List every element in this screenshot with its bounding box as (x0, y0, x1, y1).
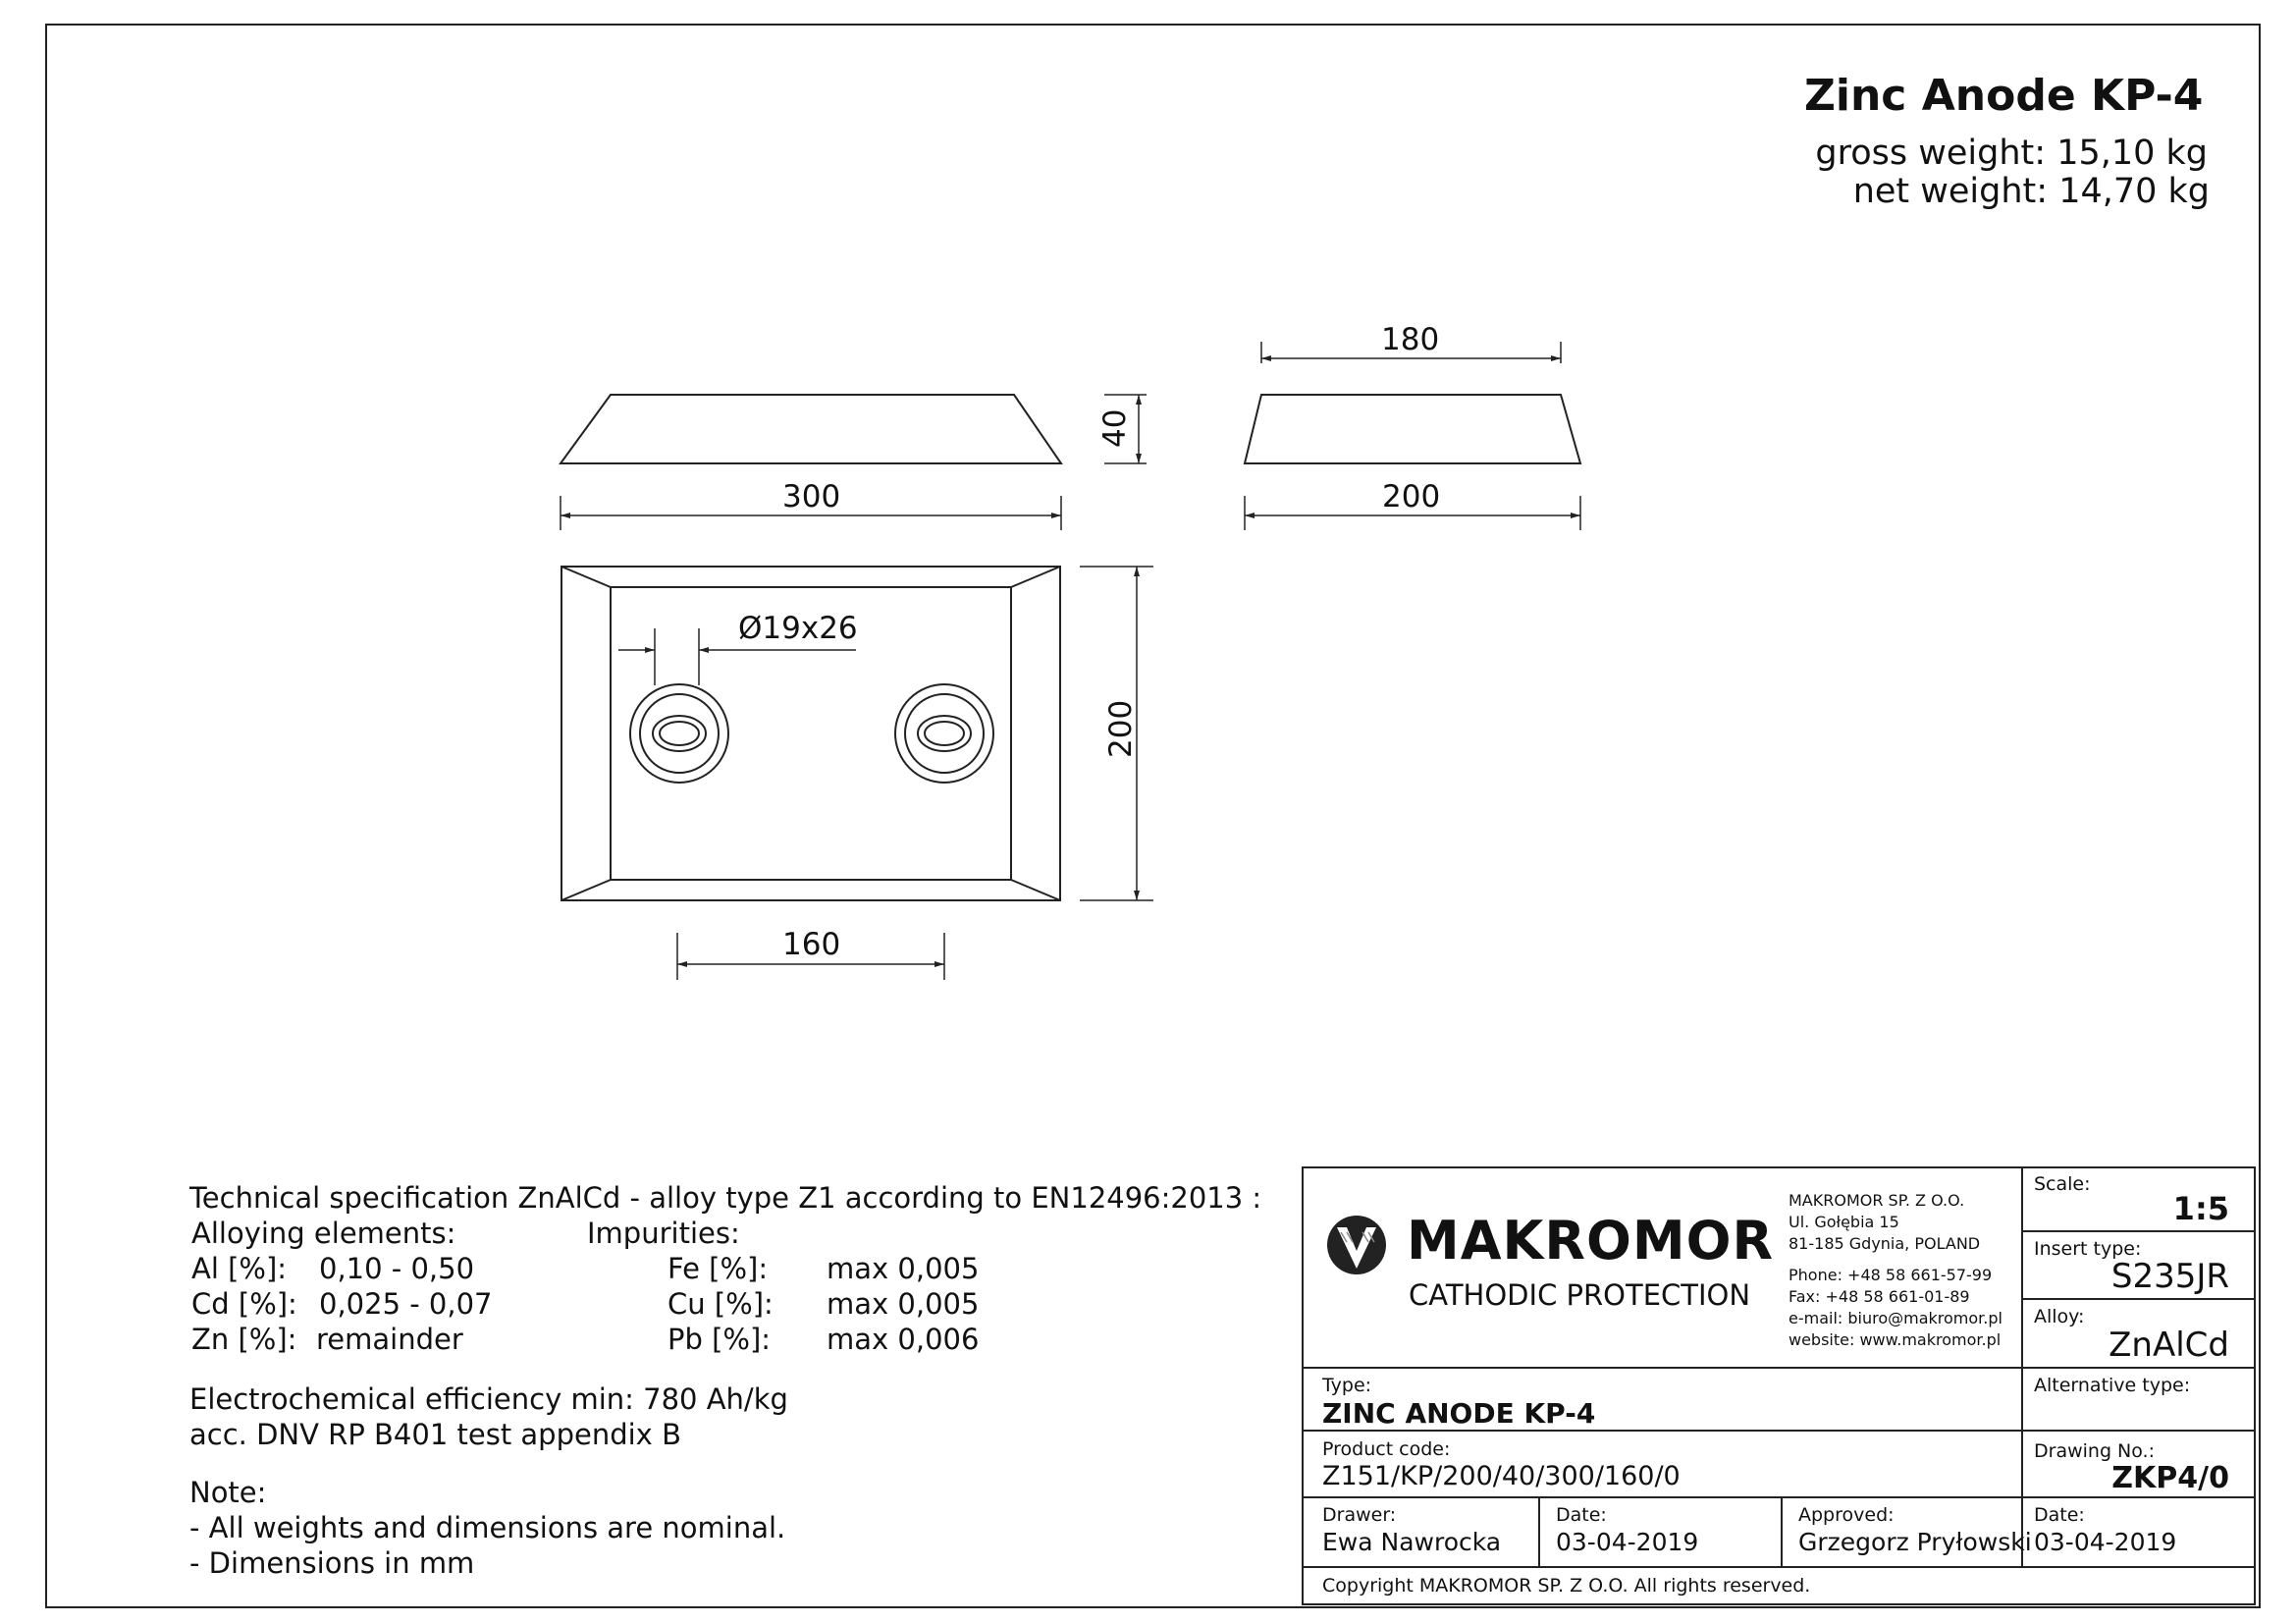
date2-value: 03-04-2019 (2034, 1528, 2177, 1556)
impurity-element-pb: Pb [%]: (667, 1323, 772, 1356)
impurity-value-fe: max 0,005 (827, 1252, 980, 1285)
company-address (1789, 1190, 2002, 1351)
product-code-value: Z151/KP/200/40/300/160/0 (1322, 1461, 1681, 1491)
address-line (1789, 1255, 2002, 1265)
efficiency-line-2: acc. DNV RP B401 test appendix B (189, 1418, 681, 1451)
dim-bottom-width: 200 (1382, 479, 1441, 514)
alloy-value-cd: 0,025 - 0,07 (319, 1287, 493, 1321)
dim-height: 40 (1097, 408, 1133, 448)
note-1: - All weights and dimensions are nominal. (189, 1511, 786, 1544)
product-code-label: Product code: (1322, 1438, 1451, 1460)
address-line: 81-185 Gdynia, POLAND (1789, 1234, 1981, 1253)
approved-value: Grzegorz Pryłowski (1798, 1528, 2032, 1556)
company-subtitle: CATHODIC PROTECTION (1409, 1278, 1751, 1312)
impurity-element-cu: Cu [%]: (667, 1287, 774, 1321)
drawer-label: Drawer: (1322, 1504, 1397, 1526)
company-name: MAKROMOR (1407, 1210, 1775, 1272)
insert-type-value: S235JR (2110, 1257, 2229, 1296)
efficiency-line-1: Electrochemical efficiency min: 780 Ah/kg (189, 1382, 788, 1416)
hole-right (895, 684, 993, 783)
approved-label: Approved: (1798, 1504, 1895, 1526)
end-view-outline (1245, 395, 1580, 463)
alloy-label: Alloy: (2034, 1306, 2085, 1327)
scale-value: 1:5 (2172, 1190, 2229, 1227)
dim-plan-height: 200 (1103, 699, 1139, 758)
impurity-value-pb: max 0,006 (827, 1323, 980, 1356)
note-heading: Note: (189, 1476, 267, 1509)
alloy-element-cd: Cd [%]: (191, 1287, 297, 1321)
drawing-no-label: Drawing No.: (2034, 1440, 2155, 1462)
dim-length: 300 (782, 479, 841, 514)
date2-label: Date: (2034, 1504, 2085, 1526)
dim-hole-spacing: 160 (782, 927, 841, 962)
makromor-logo-mark (1327, 1216, 1386, 1274)
impurities-label: Impurities: (587, 1217, 740, 1250)
date-value: 03-04-2019 (1556, 1528, 1699, 1556)
address-line: Fax: +48 58 661-01-89 (1789, 1287, 1970, 1306)
net-weight: net weight: 14,70 kg (1852, 172, 2210, 211)
dim-top-width: 180 (1381, 322, 1440, 357)
insert-type-label: Insert type: (2034, 1238, 2142, 1260)
hole-left (630, 684, 728, 783)
spec-heading: Technical specification ZnAlCd - alloy type Z1 according to EN12496:2013 : (189, 1181, 1262, 1215)
drawing-title: Zinc Anode KP-4 (1804, 71, 2204, 121)
gross-weight: gross weight: 15,10 kg (1815, 134, 2208, 173)
address-line: Phone: +48 58 661-57-99 (1789, 1266, 1993, 1284)
alloy-element-zn: Zn [%]: (191, 1323, 297, 1356)
alloying-label: Alloying elements: (191, 1217, 456, 1250)
date-label: Date: (1556, 1504, 1607, 1526)
side-view-outline (561, 395, 1061, 463)
alloy-value-zn: remainder (316, 1323, 463, 1356)
address-line: website: www.makromor.pl (1789, 1330, 2002, 1349)
copyright: Copyright MAKROMOR SP. Z O.O. All rights reserved. (1322, 1575, 1811, 1597)
alloy-value: ZnAlCd (2109, 1326, 2229, 1365)
impurity-element-fe: Fe [%]: (667, 1252, 769, 1285)
alloy-element-al: Al [%]: (191, 1252, 288, 1285)
type-value: ZINC ANODE KP-4 (1322, 1397, 1596, 1430)
type-label: Type: (1322, 1375, 1372, 1396)
alternative-type-label: Alternative type: (2034, 1375, 2191, 1396)
drawer-value: Ewa Nawrocka (1322, 1528, 1502, 1556)
impurity-value-cu: max 0,005 (827, 1287, 980, 1321)
drawing-no-value: ZKP4/0 (2111, 1461, 2229, 1495)
dim-hole: Ø19x26 (738, 611, 858, 646)
address-line: e-mail: biuro@makromor.pl (1789, 1309, 2002, 1327)
address-line: MAKROMOR SP. Z O.O. (1789, 1191, 1965, 1210)
note-2: - Dimensions in mm (189, 1546, 475, 1580)
scale-label: Scale: (2034, 1173, 2091, 1195)
address-line: Ul. Gołębia 15 (1789, 1213, 1899, 1231)
alloy-value-al: 0,10 - 0,50 (319, 1252, 475, 1285)
